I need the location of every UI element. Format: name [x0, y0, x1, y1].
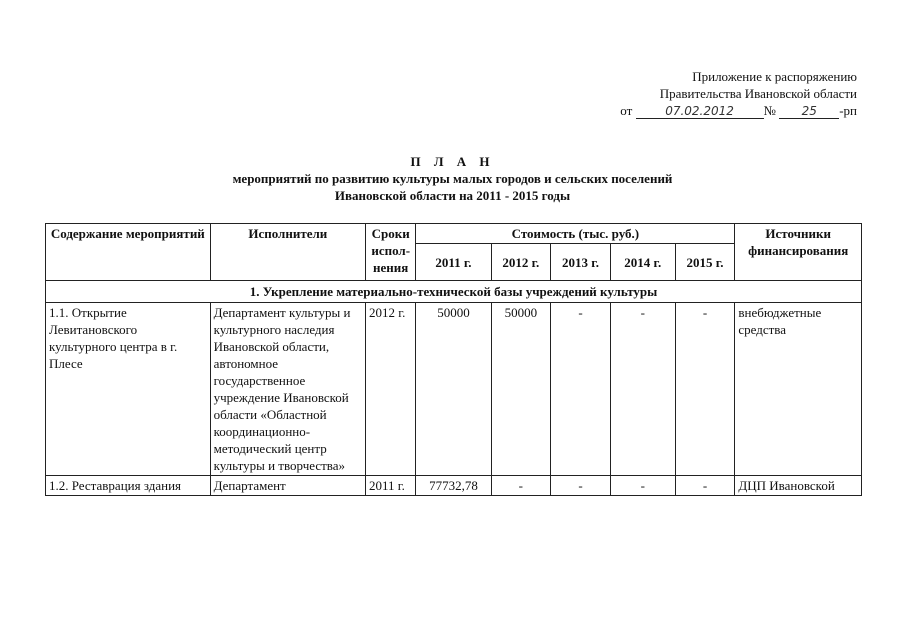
- row-content: 1.1. Открытие Левитановского культурного центра в г. Плесе: [46, 303, 211, 476]
- row-cost-2011: 77732,78: [416, 476, 491, 496]
- header-executors: Исполнители: [210, 224, 365, 281]
- appendix-block: [620, 68, 857, 119]
- section-title: 1. Укрепление материально-технической базы учреждений культуры: [46, 281, 862, 303]
- table-row: [46, 476, 862, 496]
- appendix-line-1: Приложение к распоряжению: [692, 69, 857, 84]
- handwritten-number: 25: [779, 104, 839, 119]
- row-term: 2011 г.: [365, 476, 415, 496]
- row-source: внебюджетные средства: [735, 303, 862, 476]
- header-sources: Источники финансирования: [735, 224, 862, 281]
- row-cost-2014: -: [610, 303, 675, 476]
- row-cost-2012: 50000: [491, 303, 551, 476]
- row-cost-2015: -: [675, 303, 735, 476]
- order-suffix: -рп: [839, 103, 857, 118]
- appendix-line-2: Правительства Ивановской области: [659, 86, 857, 101]
- appendix-date-line: [620, 102, 857, 119]
- row-cost-2015: -: [675, 476, 735, 496]
- header-year: 2012 г.: [491, 244, 551, 281]
- row-cost-2013: -: [551, 476, 611, 496]
- plan-title-block: [0, 153, 905, 204]
- plan-table: [45, 223, 862, 496]
- row-cost-2012: -: [491, 476, 551, 496]
- row-cost-2013: -: [551, 303, 611, 476]
- plan-subtitle-1: мероприятий по развитию культуры малых городов и сельских поселений: [232, 171, 673, 186]
- row-executor: Департамент: [210, 476, 365, 496]
- section-row: [46, 281, 862, 303]
- row-source: ДЦП Ивановской: [735, 476, 862, 496]
- plan-heading: П Л А Н: [410, 154, 495, 169]
- row-cost-2011: 50000: [416, 303, 491, 476]
- header-year: 2014 г.: [610, 244, 675, 281]
- plan-subtitle-2: Ивановской области на 2011 - 2015 годы: [334, 188, 571, 203]
- from-label: от: [620, 103, 633, 118]
- header-year: 2013 г.: [551, 244, 611, 281]
- header-terms: Сроки испол-нения: [365, 224, 415, 281]
- header-cost: Стоимость (тыс. руб.): [416, 224, 735, 244]
- header-year: 2011 г.: [416, 244, 491, 281]
- number-label: №: [763, 103, 776, 118]
- row-term: 2012 г.: [365, 303, 415, 476]
- handwritten-date: 07.02.2012: [636, 104, 764, 119]
- header-row-1: [46, 224, 862, 244]
- table-row: [46, 303, 862, 476]
- header-content: Содержание мероприятий: [46, 224, 211, 281]
- header-year: 2015 г.: [675, 244, 735, 281]
- row-cost-2014: -: [610, 476, 675, 496]
- row-content: 1.2. Реставрация здания: [46, 476, 211, 496]
- row-executor: Департамент культуры и культурного наследия Ивановской области, автономное государственное учреждение Ивановской области «Областной координационно-методический центр культуры и творчества»: [210, 303, 365, 476]
